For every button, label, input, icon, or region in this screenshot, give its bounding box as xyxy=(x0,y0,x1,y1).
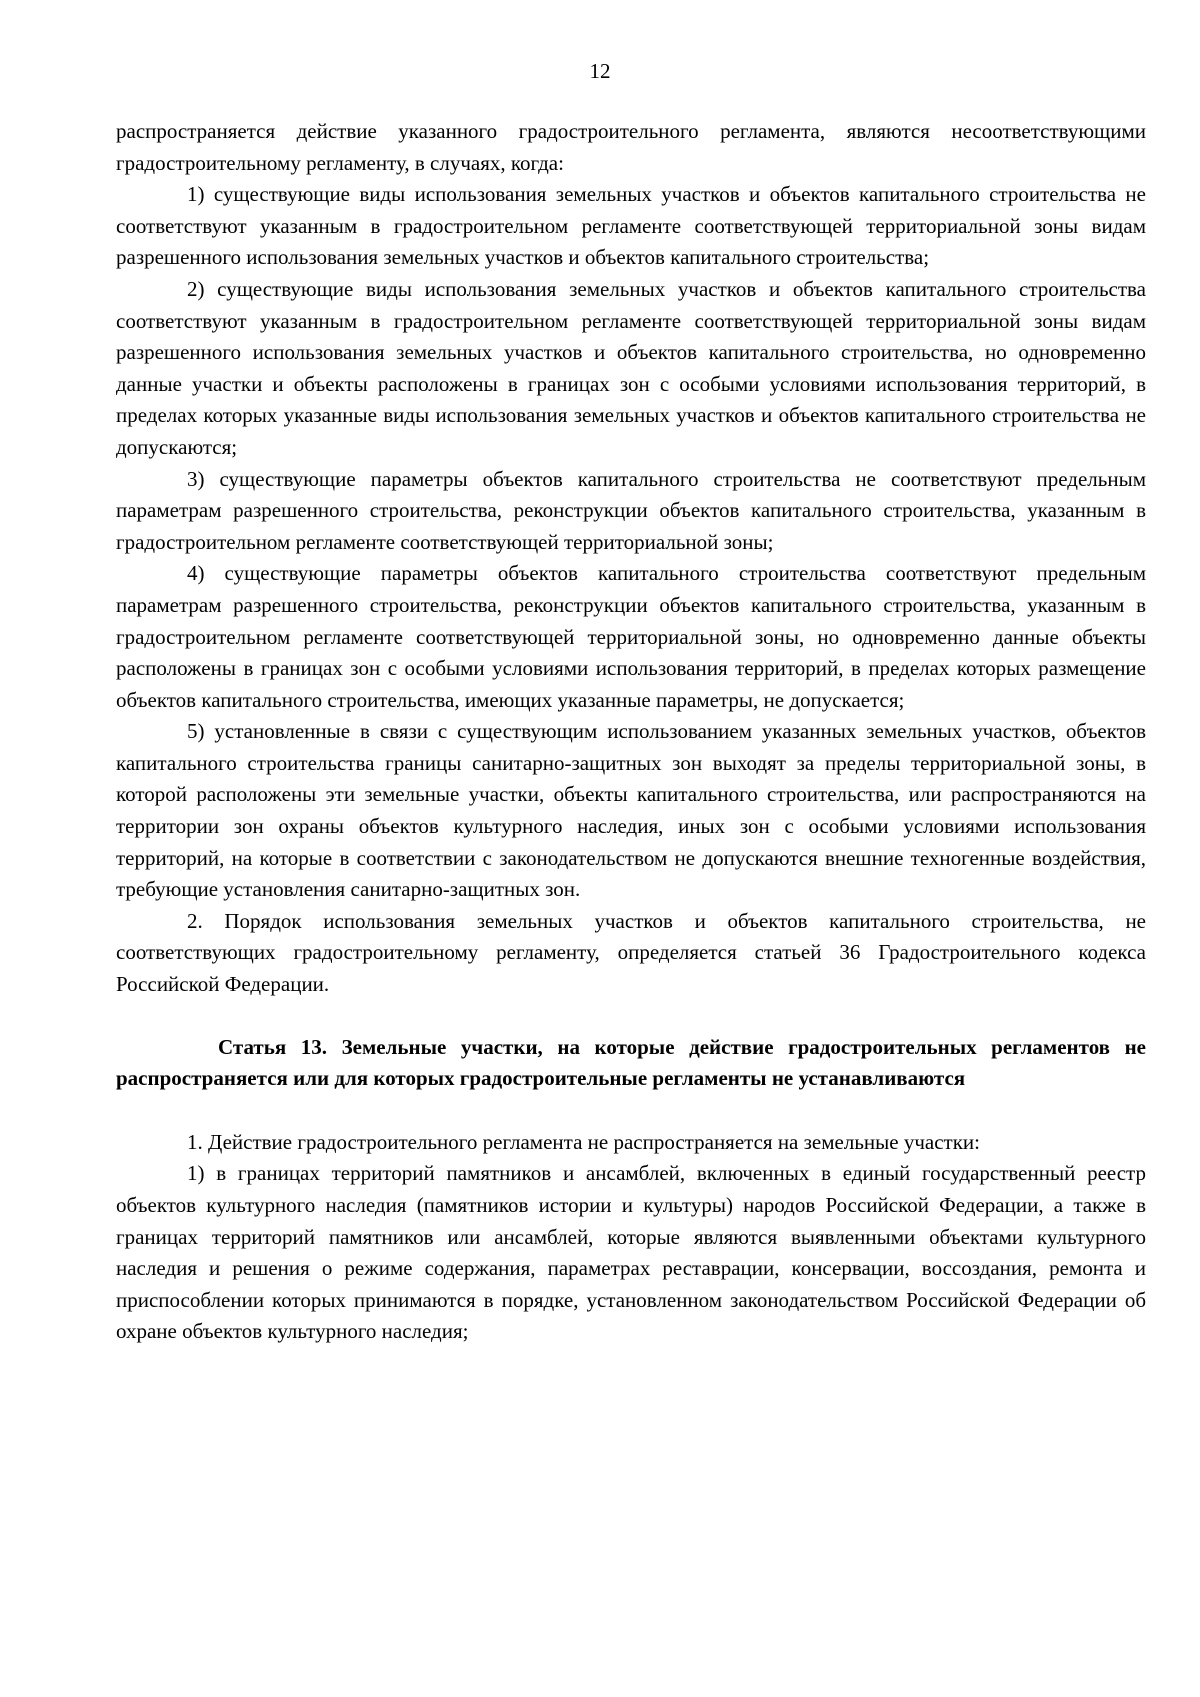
paragraph-continuation: распространяется действие указанного градостроительного регламента, являются несоответствующими градостроительному регламенту, в случаях, когда: xyxy=(116,119,1146,175)
list-item-4: 4) существующие параметры объектов капитального строительства соответствуют предельным параметрам разрешенного строительства, реконструкции объектов капитального строительства, указанным в градостроительном регламенте соответствующей территориальной зоны, но одновременно данные объекты расположены в границах зон с особыми условиями использования территорий, в пределах которых размещение объектов капитального строительства, имеющих указанные параметры, не допускается; xyxy=(116,561,1146,712)
list-item-1: 1) существующие виды использования земельных участков и объектов капитального строительства не соответствуют указанным в градостроительном регламенте соответствующей территориальной зоны видам разрешенного использования земельных участков и объектов капитального строительства; xyxy=(116,182,1146,270)
article-13-heading: Статья 13. Земельные участки, на которые действие градостроительных регламентов не распространяется или для которых градостроительные регламенты не устанавливаются xyxy=(116,1034,1146,1091)
document-body xyxy=(116,116,1146,1348)
paragraph-2: 2. Порядок использования земельных участков и объектов капитального строительства, не соответствующих градостроительному регламенту, определяется статьей 36 Градостроительного кодекса Российской Федерации. xyxy=(116,908,1146,997)
page-number: 12 xyxy=(589,59,611,83)
list-item-2: 2) существующие виды использования земельных участков и объектов капитального строительства соответствуют указанным в градостроительном регламенте соответствующей территориальной зоны видам разрешенного использования земельных участков и объектов капитального строительства, но одновременно данные участки и объекты расположены в границах зон с особыми условиями использования территорий, в пределах которых указанные виды использования земельных участков и объектов капитального строительства не допускаются; xyxy=(116,276,1146,459)
article-list-item-1: 1) в границах территорий памятников и ансамблей, включенных в единый государственный реестр объектов культурного наследия (памятников истории и культуры) народов Российской Федерации, а также в границах территорий памятников или ансамблей, которые являются выявленными объектами культурного наследия и решения о режиме содержания, параметрах реставрации, консервации, воссоздания, ремонта и приспособлении которых принимаются в порядке, установленном законодательством Российской Федерации об охране объектов культурного наследия; xyxy=(116,1161,1146,1344)
article-paragraph-1: 1. Действие градостроительного регламента не распространяется на земельные участки: xyxy=(187,1129,980,1154)
list-item-3: 3) существующие параметры объектов капитального строительства не соответствуют предельным параметрам разрешенного строительства, реконструкции объектов капитального строительства, указанным в градостроительном регламенте соответствующей территориальной зоны; xyxy=(116,466,1146,554)
list-item-5: 5) установленные в связи с существующим использованием указанных земельных участков, объектов капитального строительства границы санитарно-защитных зон выходят за пределы территориальной зоны, в которой расположены эти земельные участки, объекты капитального строительства, или распространяются на территории зон охраны объектов культурного наследия, иных зон с особыми условиями использования территорий, на которые в соответствии с законодательством не допускаются внешние техногенные воздействия, требующие установления санитарно-защитных зон. xyxy=(116,719,1146,902)
